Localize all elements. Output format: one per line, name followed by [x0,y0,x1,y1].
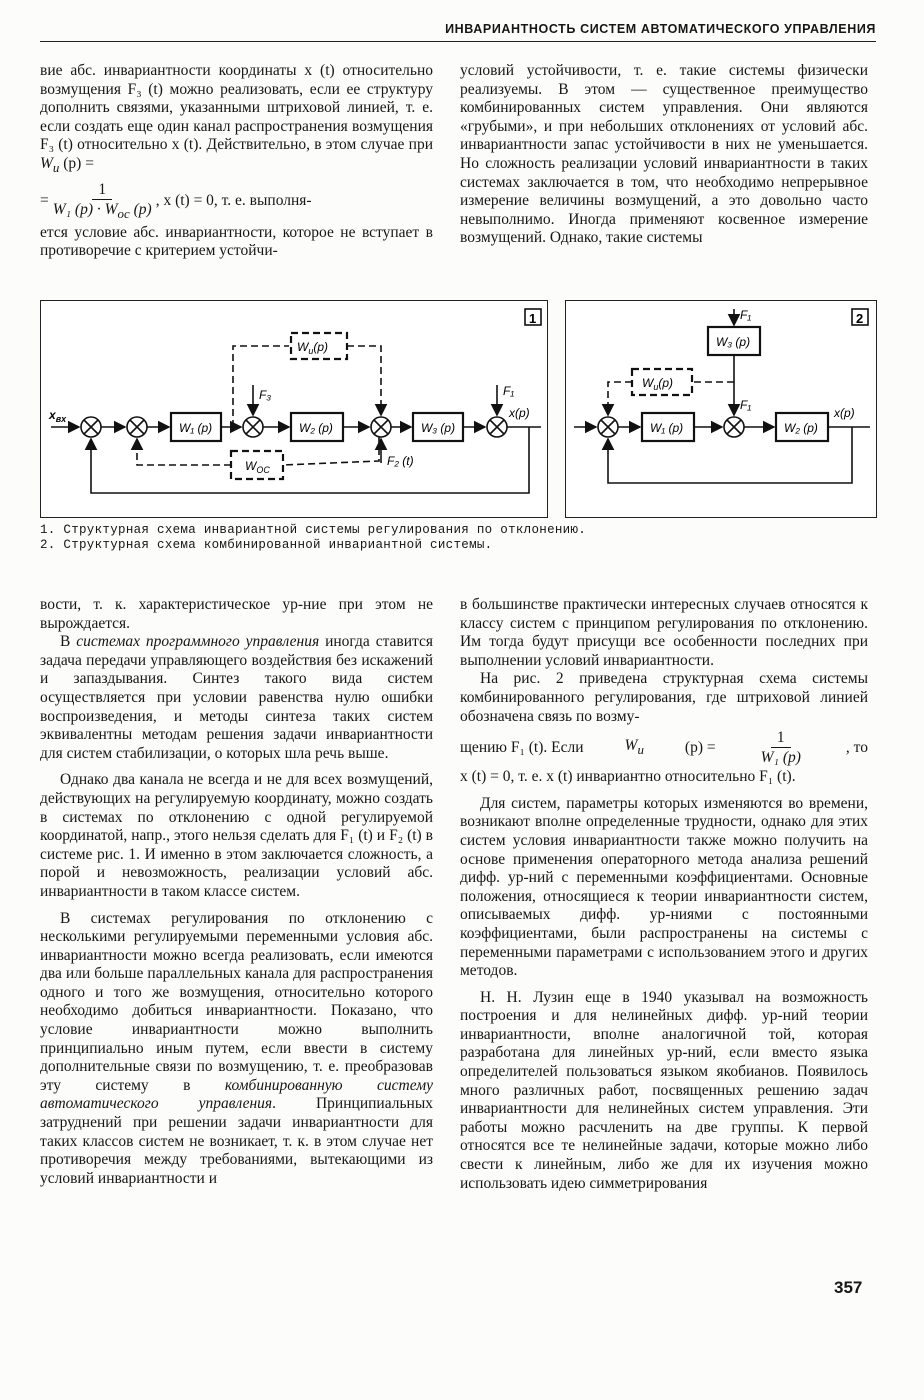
figure-2-diagram [566,301,876,517]
top-right-column [460,62,868,248]
left-para-3: Однако два канала не всегда и не для всех возмущений, действующих на регулируемую координату, можно создать в системах по отклонению с одной регулируемой координатой, напр., этого нельзя сделать для F₁ (t) и F₂ (t) в системе рис. 1. И именно в этом заключается сложность, а порой и невозможность, реализации условий абс. инвариантности в таком классе систем. [40,771,433,900]
sum-junction [598,417,618,437]
figure-1-diagram [41,301,547,517]
sum-junction [243,417,263,437]
wi-tail: (p) = [63,154,94,172]
sum-junction [81,417,101,437]
figure-1 [40,300,548,518]
wi-symbol: $W_и$ [40,154,60,176]
page-number: 357 [834,1278,863,1297]
top-left-para [40,62,433,178]
fig1-w1-label: W₁ (p) [179,421,213,435]
caption-1: 1. Структурная схема инвариантной системы регулирования по отклонению. [40,523,587,537]
fig1-f2-label: F₂ (t) [387,454,414,468]
fig2-f1-mid-label: F₁ [740,398,752,412]
fig1-f1-label: F₁ [503,384,515,398]
fig2-output-label: x(p) [834,406,855,420]
top-left-column [40,62,433,261]
figure-2 [565,300,877,518]
fig1-number: 1 [529,311,537,326]
fig1-f3-label: F₃ [259,388,272,402]
sum-junction [724,417,744,437]
right-para-1: в большинстве практически интересных случаев относятся к классу систем с принципом регулирования по отклонению. Им тогда будут присущи все особенности последних при выполнении условий инвариантности. [460,596,868,669]
right-para-2: На рис. 2 приведена структурная схема системы комбинированного регулирования, где штриховой линией обозначена связь по возму- [460,670,868,725]
fig2-w3-label: W₃ (p) [716,335,751,349]
formula-wi: = $\frac{1}{W_1 (p) \cdot W_{oc} (p)}$ , x (t) = 0, т. е. выполня- [40,182,433,222]
top-left-text-a: вие абс. инвариантности координаты x (t) относительно возмущения F₃ (t) можно реализовать, если ее структуру дополнить связями, указанными штриховой линией, т. е. если создать еще один канал распространения возмущения F₃ (t) относительно x (t). Действительно, в этом случае при [40,62,433,154]
term-combined-system: комбинированную систему автоматического управления [40,1076,433,1113]
left-para-4: В системах регулирования по отклонению с несколькими регулируемыми переменными условия абс. инвариантности можно всегда реализовать, если имеются два или больше параллельных канала для распространения одного и того же возмущения, относительно которого необходимо добиться инвариантности. Показано, что условие инвариантности можно выполнить принципиально иным путем, если ввести в систему дополнительные связи по возмущению, т. е. преобразовав эту систему в комбинированную систему автоматического управления. Принципиальных затруднений при решении задачи инвариантности для таких классов систем не возникает, т. к. в этом случае нет противоречия между требованиями, вытекающими из условий инвариантности и [40,909,433,1187]
right-para-3: Для систем, параметры которых изменяются во времени, возникают вполне определенные трудности, однако для этих систем условия инвариантности также можно получить на основе применения операторного метода анализа решений дифф. ур-ний с переменными коэффициентами. Основные положения, относящиеся к теории инвариантности систем, описываемых дифф. ур-ниями с постоянными коэффициентами, были распространены на системы с переменными параметрами с использованием этого и других методов. [460,794,868,980]
fig2-f1-top-label: F₁ [740,308,752,322]
fig1-woc-label: $W_{OC}$ [245,459,270,475]
formula-fraction [53,182,152,222]
fig1-w3-label: W₃ (p) [421,421,456,435]
figure-captions [40,523,586,552]
right-formula-to: , то [845,738,868,756]
right-wi-symbol: $W_и$ [624,736,644,757]
right-para-2b: x (t) = 0, т. е. x (t) инвариантно относительно F₁ (t). [460,768,796,786]
fig1-w2-label: W₂ (p) [299,421,333,435]
top-left-text-b: ется условие абс. инвариантности, которое не вступает в противоречие с критерием устойчи- [40,223,433,260]
fig2-w1-label: W₁ (p) [650,421,684,435]
left-para-1: вости, т. к. характеристическое ур-ние при этом не вырождается. [40,596,433,632]
fig1-wi-label: $W_и(p)$ [297,340,329,356]
right-fraction-numerator: 1 [771,730,791,748]
sum-junction [127,417,147,437]
fig1-x-input: $x_{вх}$ [49,408,67,424]
right-para-4: Н. Н. Лузин еще в 1940 указывал на возможность построения и для нелинейных дифф. ур-ний теории инвариантности, вполне аналогичной той, которая разработана для линейных ур-ний, если вместо языка определителей пользоваться языком якобианов. Появилось много различных работ, посвященных решению задач инвариантности для нелинейных систем управления. Эти работы можно расчленить на две группы. К первой относятся все те нелинейные задачи, которые можно либо свести к линейным, либо же для их изучения можно использовать идею симметрирования [460,988,868,1192]
bottom-left-column [40,596,433,1188]
right-wi-tail: (p) = [684,738,716,756]
fig2-wi-label: $W_и(p)$ [642,376,674,392]
left-para-2: В системах программного управления иногда ставится задача передачи управляющего воздействия без искажений и запаздывания. Синтез такого вида систем осуществляется при условии равенства нулю ошибки воспроизведения, и методы синтеза таких систем эквивалентны методам решения задачи инвариантности для систем стабилизации, о которых шла речь выше. [40,633,434,762]
fig2-number: 2 [856,311,864,326]
term-program-control: системах программного управления [76,633,320,651]
fig2-w2-label: W₂ (p) [784,421,818,435]
fraction-denominator: W₁ $(p) \cdot W_{oc}$ (p) [52,200,152,221]
caption-2: 2. Структурная схема комбинированной инвариантной системы. [40,537,493,552]
right-formula-fraction [761,730,801,766]
bottom-right-column [460,596,868,1193]
fraction-numerator: 1 [92,182,112,200]
sum-junction [371,417,391,437]
formula-rest: , x (t) = 0, т. е. выполня- [155,192,312,210]
top-right-para: условий устойчивости, т. е. такие системы физически реализуемы. В этом — существенное преимущество комбинированных систем управления. Они являются «грубыми», и при небольших отклонениях от условий абс. инвариантности запас устойчивости в них не уменьшается. Но сложность реализации условий инвариантности в таких системах заключается в том, что необходимо непрерывное измерение величины возмущений, а это довольно часто невыполнимо. Иногда применяют косвенное измерение возмущений. Однако, такие системы [460,62,868,247]
fig1-output-label: x(p) [509,406,530,420]
running-header: ИНВАРИАНТНОСТЬ СИСТЕМ АВТОМАТИЧЕСКОГО УПРАВЛЕНИЯ [40,22,876,42]
sum-junction [487,417,507,437]
right-formula-line [460,730,868,766]
right-formula-text: щению F₁ (t). Если [460,738,584,756]
right-fraction-denominator: W₁ (p) [760,749,801,767]
